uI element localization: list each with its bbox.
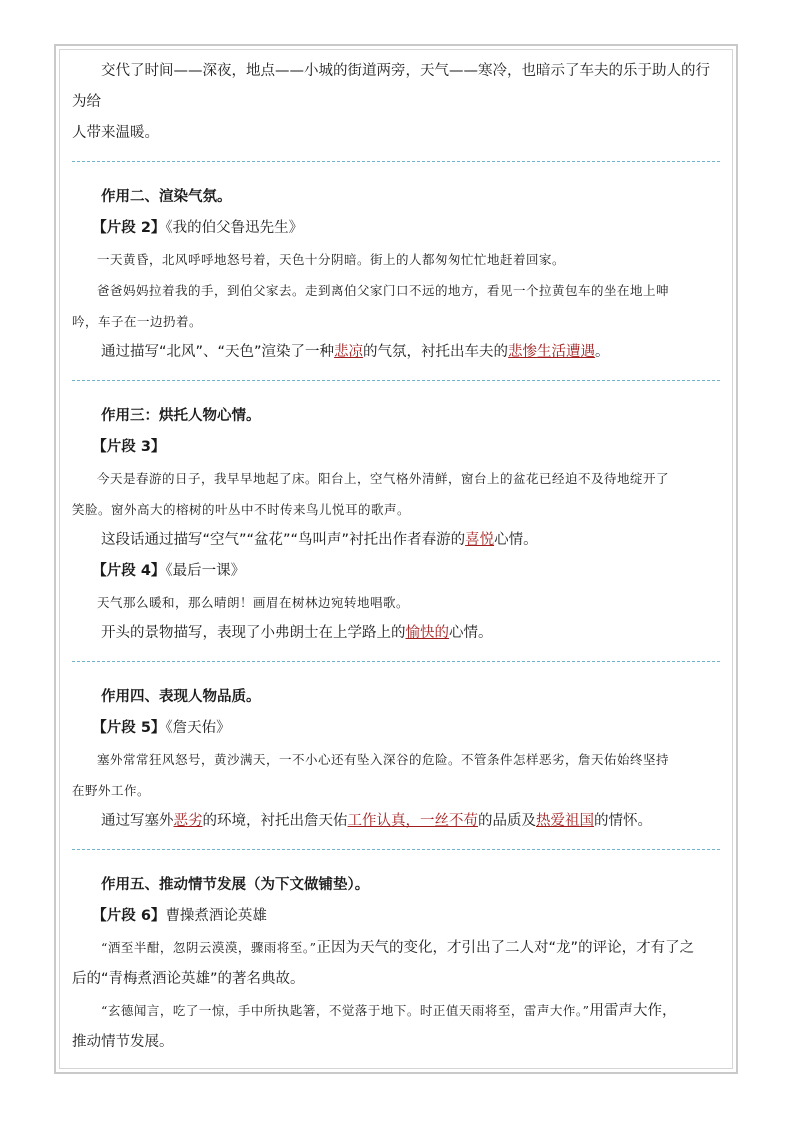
fragment-label-3 <box>72 432 720 463</box>
fragment-title: 《詹天佑》 <box>165 720 231 736</box>
paragraph-line: 推动情节发展。 <box>72 1034 174 1050</box>
quote-run: “酒至半酣，忽阴云漠漠，骤雨将至。” <box>101 940 317 955</box>
fragment-title: 《我的伯父鲁迅先生》 <box>165 220 304 236</box>
highlight-term: 悲惨生活遭遇 <box>508 344 596 360</box>
text-run: 心情。 <box>494 532 538 548</box>
inner-border <box>59 49 733 1069</box>
section-divider <box>72 380 720 381</box>
fragment-label-4 <box>72 556 720 587</box>
text-run: 通过写塞外 <box>101 813 174 829</box>
document-content <box>72 56 720 1058</box>
fragment-title: 曹操煮酒论英雄 <box>165 908 267 924</box>
quote-line: 今天是春游的日子，我早早地起了床。阳台上，空气格外清鲜，窗台上的盆花已经迫不及待地绽开了 <box>97 471 670 486</box>
text-run: 用雷声大作， <box>589 1003 677 1019</box>
highlight-term: 愉快的 <box>405 625 449 641</box>
text-run: 的情怀。 <box>594 813 652 829</box>
section-heading-4: 作用四、表现人物品质。 <box>101 689 261 705</box>
fragment-label-6 <box>72 901 720 932</box>
fragment-tag: 【片段 4】 <box>92 563 166 579</box>
text-run: 的品质及 <box>478 813 536 829</box>
quote-line: 吟，车子在一边扔着。 <box>72 314 203 329</box>
quote-run: “玄德闻言，吃了一惊，手中所执匙箸，不觉落于地下。时正值天雨将至，雷声大作。” <box>101 1003 590 1018</box>
paragraph-line <box>72 995 720 1027</box>
text-run: 。 <box>595 344 610 360</box>
intro-line-1: 交代了时间——深夜，地点——小城的街道两旁，天气——寒冷，也暗示了车夫的乐于助人的行为给 <box>72 63 710 110</box>
highlight-term: 恶劣 <box>173 813 203 829</box>
text-run: 开头的景物描写，表现了小弗朗士在上学路上的 <box>101 625 406 641</box>
section-heading-3: 作用三：烘托人物心情。 <box>101 408 261 424</box>
page-frame <box>54 44 738 1074</box>
quote-line: 爸爸妈妈拉着我的手，到伯父家去。走到离伯父家门口不远的地方，看见一个拉黄包车的坐在地上呻 <box>97 283 670 298</box>
text-run: 这段话通过描写“空气”“盆花”“鸟叫声”衬托出作者春游的 <box>101 532 466 548</box>
highlight-term: 喜悦 <box>465 532 495 548</box>
text-run: 心情。 <box>449 625 493 641</box>
section-heading-5: 作用五、推动情节发展（为下文做铺垫）。 <box>101 877 370 893</box>
fragment-label-5 <box>72 713 720 744</box>
explanation-3 <box>72 525 720 556</box>
fragment-tag: 【片段 5】 <box>92 720 166 736</box>
highlight-term: 热爱祖国 <box>536 813 594 829</box>
quote-line: 天气那么暖和，那么晴朗！画眉在树林边宛转地唱歌。 <box>97 595 410 610</box>
highlight-term: 悲凉 <box>334 344 364 360</box>
intro-line-2: 人带来温暖。 <box>72 125 159 141</box>
quote-line: 在野外工作。 <box>72 783 151 798</box>
paragraph-line <box>72 932 720 964</box>
explanation-2 <box>72 337 720 368</box>
text-run: 正因为天气的变化，才引出了二人对“龙”的评论，才有了之 <box>316 940 695 956</box>
fragment-title: 《最后一课》 <box>165 563 246 579</box>
fragment-tag: 【片段 6】 <box>92 908 166 924</box>
fragment-tag: 【片段 2】 <box>92 220 166 236</box>
fragment-label-2 <box>72 213 720 244</box>
fragment-tag: 【片段 3】 <box>92 439 166 455</box>
explanation-5 <box>72 806 720 837</box>
text-run: 的气氛，衬托出车夫的 <box>363 344 509 360</box>
quote-line: 笑脸。窗外高大的榕树的叶丛中不时传来鸟儿悦耳的歌声。 <box>72 502 411 517</box>
text-run: 的环境，衬托出詹天佑 <box>202 813 348 829</box>
highlight-term: 工作认真，一丝不苟 <box>347 813 478 829</box>
section-divider <box>72 161 720 162</box>
section-divider <box>72 849 720 850</box>
explanation-4 <box>72 618 720 649</box>
text-run: 通过描写“北风”、“天色”渲染了一种 <box>101 344 335 360</box>
section-divider <box>72 661 720 662</box>
section-heading-2: 作用二、渲染气氛。 <box>101 189 232 205</box>
quote-line: 塞外常常狂风怒号，黄沙满天，一不小心还有坠入深谷的危险。不管条件怎样恶劣，詹天佑始终坚持 <box>97 752 670 767</box>
quote-line: 一天黄昏，北风呼呼地怒号着，天色十分阴暗。街上的人都匆匆忙忙地赶着回家。 <box>97 252 566 267</box>
paragraph-line: 后的“青梅煮酒论英雄”的著名典故。 <box>72 971 305 987</box>
